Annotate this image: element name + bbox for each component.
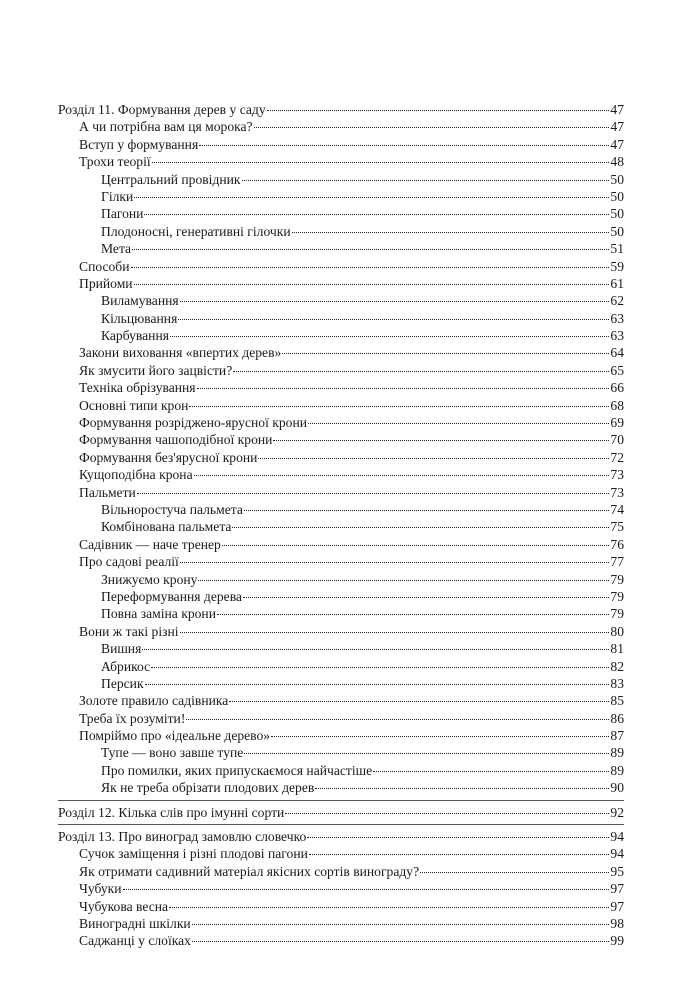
- toc-page-number: 89: [610, 762, 624, 778]
- toc-section-entry[interactable]: [58, 431, 624, 448]
- toc-entry-title: Вступ у формування: [79, 136, 199, 152]
- toc-page-number: 89: [610, 745, 624, 761]
- toc-dot-leader: [282, 353, 609, 354]
- toc-entry-title: Основні типи крон: [79, 397, 189, 413]
- toc-section-entry[interactable]: [58, 118, 624, 135]
- toc-subsection-entry[interactable]: [58, 744, 624, 761]
- toc-subsection-entry[interactable]: [58, 518, 624, 535]
- toc-entry-title: Тупе — воно завше тупе: [101, 745, 244, 761]
- toc-entry-title: Виламування: [101, 293, 179, 309]
- toc-section-entry[interactable]: [58, 275, 624, 292]
- toc-dot-leader: [243, 597, 609, 598]
- toc-section-entry[interactable]: [58, 727, 624, 744]
- toc-dot-leader: [308, 423, 609, 424]
- toc-dot-leader: [373, 771, 609, 772]
- toc-page-number: 66: [610, 380, 624, 396]
- toc-page-number: 50: [610, 171, 624, 187]
- toc-page-number: 86: [610, 710, 624, 726]
- toc-entry-title: Персик: [101, 675, 144, 691]
- toc-chapter-entry[interactable]: [58, 828, 624, 845]
- toc-section-entry[interactable]: [58, 362, 624, 379]
- toc-section-entry[interactable]: [58, 553, 624, 570]
- table-of-contents: [58, 101, 624, 950]
- toc-page-number: 87: [610, 728, 624, 744]
- toc-entry-title: Золоте правило садівника: [79, 693, 229, 709]
- toc-entry-title: Комбінована пальмета: [101, 519, 232, 535]
- toc-section-entry[interactable]: [58, 898, 624, 915]
- toc-page-number: 76: [610, 536, 624, 552]
- toc-page-number: 50: [610, 206, 624, 222]
- toc-entry-title: Кільцювання: [101, 310, 178, 326]
- toc-dot-leader: [244, 510, 610, 511]
- toc-entry-title: Саджанці у слоїках: [79, 933, 191, 949]
- toc-entry-title: Як не треба обрізати плодових дерев: [101, 780, 315, 796]
- toc-entry-title: Розділ 13. Про виноград замовлю словечко: [58, 829, 307, 845]
- toc-dot-leader: [189, 406, 609, 407]
- toc-section-entry[interactable]: [58, 379, 624, 396]
- toc-page-number: 81: [610, 641, 624, 657]
- toc-entry-title: Формування чашоподібної крони: [79, 432, 273, 448]
- toc-entry-title: Закони виховання «впертих дерев»: [79, 345, 282, 361]
- toc-page-number: 97: [610, 898, 624, 914]
- toc-subsection-entry[interactable]: [58, 223, 624, 240]
- toc-entry-title: Про помилки, яких припускаємося найчастіше: [101, 762, 373, 778]
- toc-entry-title: Центральний провідник: [101, 171, 241, 187]
- toc-section-entry[interactable]: [58, 258, 624, 275]
- toc-dot-leader: [180, 301, 610, 302]
- toc-entry-title: Трохи теорії: [79, 154, 151, 170]
- toc-entry-title: Садівник — наче тренер: [79, 536, 221, 552]
- toc-entry-title: Вільноростуча пальмета: [101, 501, 243, 517]
- toc-page-number: 95: [610, 863, 624, 879]
- toc-page-number: 65: [610, 362, 624, 378]
- toc-page-number: 79: [610, 606, 624, 622]
- toc-entry-title: Карбування: [101, 328, 169, 344]
- toc-section-entry[interactable]: [58, 536, 624, 553]
- toc-dot-leader: [144, 214, 609, 215]
- toc-page-number: 79: [610, 588, 624, 604]
- toc-section-entry[interactable]: [58, 397, 624, 414]
- toc-page-number: 98: [610, 915, 624, 931]
- toc-page-number: 50: [610, 188, 624, 204]
- toc-chapter-entry[interactable]: [58, 804, 624, 821]
- toc-dot-leader: [254, 127, 610, 128]
- toc-page-number: 62: [610, 293, 624, 309]
- toc-entry-title: Розділ 11. Формування дерев у саду: [58, 102, 266, 117]
- toc-dot-leader: [267, 110, 610, 111]
- toc-page-number: 69: [610, 415, 624, 431]
- toc-dot-leader: [123, 889, 610, 890]
- toc-dot-leader: [273, 440, 609, 441]
- toc-subsection-entry[interactable]: [58, 327, 624, 344]
- toc-section-entry[interactable]: [58, 153, 624, 170]
- toc-dot-leader: [132, 249, 609, 250]
- toc-page-number: 85: [610, 693, 624, 709]
- toc-entry-title: Сучок заміщення і різні плодові пагони: [79, 846, 308, 862]
- toc-subsection-entry[interactable]: [58, 675, 624, 692]
- toc-dot-leader: [309, 854, 610, 855]
- toc-dot-leader: [229, 701, 609, 702]
- toc-entry-title: Формування без'ярусної крони: [79, 449, 258, 465]
- toc-section-entry[interactable]: [58, 449, 624, 466]
- toc-entry-title: Чубукова весна: [79, 898, 169, 914]
- toc-entry-title: Формування розріджено-ярусної крони: [79, 415, 307, 431]
- toc-section-entry[interactable]: [58, 136, 624, 153]
- toc-dot-leader: [197, 388, 610, 389]
- toc-dot-leader: [285, 813, 609, 814]
- toc-entry-title: Переформування дерева: [101, 588, 242, 604]
- toc-subsection-entry[interactable]: [58, 605, 624, 622]
- toc-section-entry[interactable]: [58, 414, 624, 431]
- toc-page-number: 92: [610, 804, 624, 820]
- toc-entry-title: Гілки: [101, 188, 134, 204]
- toc-subsection-entry[interactable]: [58, 762, 624, 779]
- toc-page-number: 50: [610, 223, 624, 239]
- toc-page-number: 77: [610, 554, 624, 570]
- toc-entry-title: Мета: [101, 241, 132, 257]
- toc-entry-title: Кущоподібна крона: [79, 467, 193, 483]
- toc-section-entry[interactable]: [58, 863, 624, 880]
- toc-subsection-entry[interactable]: [58, 658, 624, 675]
- toc-subsection-entry[interactable]: [58, 171, 624, 188]
- toc-subsection-entry[interactable]: [58, 571, 624, 588]
- toc-dot-leader: [307, 837, 609, 838]
- toc-page-number: 47: [610, 102, 624, 117]
- toc-dot-leader: [232, 527, 609, 528]
- toc-page-number: 74: [610, 501, 624, 517]
- toc-section-entry[interactable]: [58, 845, 624, 862]
- toc-section-entry[interactable]: [58, 623, 624, 640]
- toc-subsection-entry[interactable]: [58, 501, 624, 518]
- toc-entry-title: Помріймо про «ідеальне дерево»: [79, 728, 271, 744]
- toc-dot-leader: [420, 872, 609, 873]
- toc-page-number: 63: [610, 310, 624, 326]
- toc-section-entry[interactable]: [58, 344, 624, 361]
- toc-dot-leader: [151, 667, 609, 668]
- toc-section-entry[interactable]: [58, 915, 624, 932]
- toc-page-number: 70: [610, 432, 624, 448]
- toc-page-number: 82: [610, 658, 624, 674]
- toc-dot-leader: [315, 788, 609, 789]
- toc-entry-title: Вони ж такі різні: [79, 623, 179, 639]
- toc-dot-leader: [198, 580, 609, 581]
- toc-page-number: 72: [610, 449, 624, 465]
- toc-subsection-entry[interactable]: [58, 310, 624, 327]
- toc-page-number: 99: [610, 933, 624, 949]
- toc-dot-leader: [271, 736, 609, 737]
- toc-entry-title: Прийоми: [79, 275, 133, 291]
- toc-dot-leader: [134, 284, 610, 285]
- toc-entry-title: Пальмети: [79, 484, 136, 500]
- toc-dot-leader: [170, 336, 609, 337]
- toc-subsection-entry[interactable]: [58, 205, 624, 222]
- toc-entry-title: Виноградні шкілки: [79, 915, 191, 931]
- toc-dot-leader: [134, 197, 609, 198]
- toc-dot-leader: [292, 232, 610, 233]
- toc-entry-title: А чи потрібна вам ця морока?: [79, 119, 253, 135]
- toc-entry-title: Техніка обрізування: [79, 380, 196, 396]
- toc-subsection-entry[interactable]: [58, 640, 624, 657]
- toc-page-number: 75: [610, 519, 624, 535]
- toc-entry-title: Чубуки: [79, 881, 122, 897]
- toc-page-number: 51: [610, 241, 624, 257]
- toc-dot-leader: [194, 475, 610, 476]
- toc-page-number: 59: [610, 258, 624, 274]
- toc-page-number: 90: [610, 780, 624, 796]
- toc-dot-leader: [233, 371, 609, 372]
- toc-entry-title: Як змусити його зацвісти?: [79, 362, 233, 378]
- section-divider: [58, 824, 624, 825]
- toc-entry-title: Розділ 12. Кілька слів про імунні сорти: [58, 804, 285, 820]
- toc-entry-title: Способи: [79, 258, 130, 274]
- toc-dot-leader: [244, 753, 609, 754]
- toc-dot-leader: [222, 545, 610, 546]
- toc-entry-title: Знижуємо крону: [101, 571, 198, 587]
- toc-subsection-entry[interactable]: [58, 779, 624, 796]
- toc-page-number: 94: [610, 846, 624, 862]
- toc-dot-leader: [145, 684, 610, 685]
- toc-dot-leader: [180, 562, 610, 563]
- toc-page-number: 73: [610, 467, 624, 483]
- toc-dot-leader: [169, 907, 609, 908]
- toc-page-number: 83: [610, 675, 624, 691]
- toc-dot-leader: [142, 649, 609, 650]
- toc-dot-leader: [192, 941, 609, 942]
- toc-page-number: 61: [610, 275, 624, 291]
- toc-entry-title: Плодоносні, генеративні гілочки: [101, 223, 291, 239]
- toc-page-number: 80: [610, 623, 624, 639]
- toc-dot-leader: [178, 319, 609, 320]
- toc-section-entry[interactable]: [58, 466, 624, 483]
- toc-section-entry[interactable]: [58, 692, 624, 709]
- toc-page-number: 68: [610, 397, 624, 413]
- toc-section-entry[interactable]: [58, 484, 624, 501]
- toc-entry-title: Треба їх розуміти!: [79, 710, 186, 726]
- toc-page-number: 79: [610, 571, 624, 587]
- toc-section-entry[interactable]: [58, 880, 624, 897]
- toc-entry-title: Про садові реалії: [79, 554, 179, 570]
- toc-dot-leader: [131, 267, 610, 268]
- toc-dot-leader: [186, 719, 609, 720]
- toc-dot-leader: [258, 458, 609, 459]
- toc-subsection-entry[interactable]: [58, 188, 624, 205]
- toc-subsection-entry[interactable]: [58, 292, 624, 309]
- toc-entry-title: Повна заміна крони: [101, 606, 216, 622]
- toc-page-number: 47: [610, 119, 624, 135]
- toc-entry-title: Пагони: [101, 206, 144, 222]
- toc-page-number: 63: [610, 328, 624, 344]
- toc-subsection-entry[interactable]: [58, 588, 624, 605]
- toc-dot-leader: [137, 493, 610, 494]
- section-divider: [58, 800, 624, 801]
- toc-dot-leader: [192, 924, 610, 925]
- toc-section-entry[interactable]: [58, 710, 624, 727]
- toc-page-number: 97: [610, 881, 624, 897]
- toc-entry-title: Як отримати садивний матеріал якісних сортів винограду?: [79, 863, 420, 879]
- toc-dot-leader: [217, 614, 609, 615]
- toc-page-number: 64: [610, 345, 624, 361]
- toc-dot-leader: [242, 180, 610, 181]
- toc-page-number: 94: [610, 829, 624, 845]
- toc-dot-leader: [180, 632, 610, 633]
- toc-entry-title: Абрикос: [101, 658, 151, 674]
- toc-dot-leader: [199, 145, 609, 146]
- toc-page-number: 48: [610, 154, 624, 170]
- toc-dot-leader: [152, 162, 610, 163]
- toc-subsection-entry[interactable]: [58, 240, 624, 257]
- toc-section-entry[interactable]: [58, 932, 624, 949]
- toc-page-number: 47: [610, 136, 624, 152]
- toc-entry-title: Вишня: [101, 641, 142, 657]
- toc-chapter-entry[interactable]: [58, 101, 624, 118]
- toc-page-number: 73: [610, 484, 624, 500]
